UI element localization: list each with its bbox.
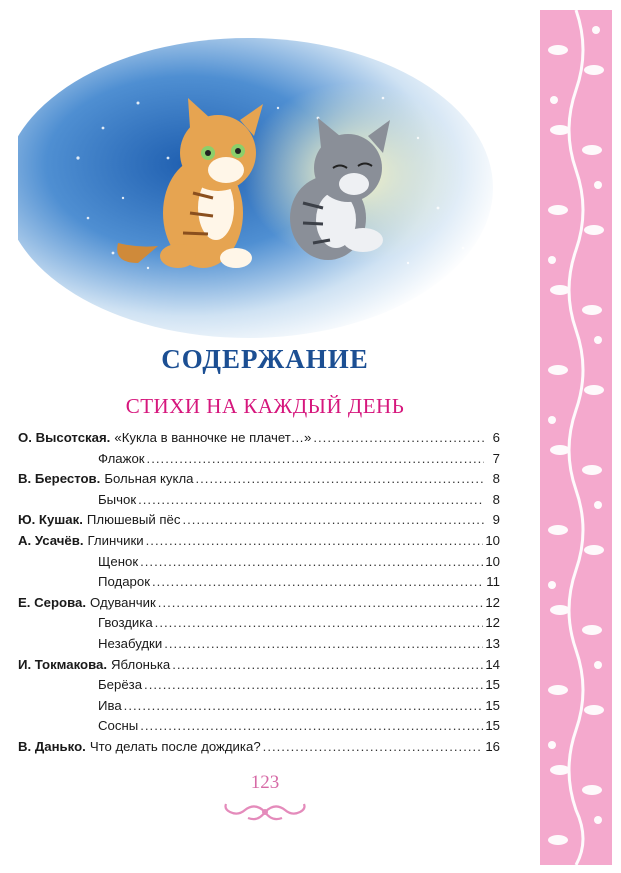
toc-author: А. Усачёв.: [18, 532, 84, 548]
toc-entry[interactable]: [18, 510, 500, 531]
toc-author: Ю. Кушак.: [18, 512, 83, 528]
toc-entry[interactable]: [18, 613, 500, 634]
toc-title: Что делать после дождика?: [89, 738, 261, 754]
toc-entry[interactable]: [18, 696, 500, 717]
toc-entry[interactable]: [18, 655, 500, 676]
toc-page: 12: [485, 594, 500, 610]
toc-page: 14: [485, 656, 500, 672]
toc-entry[interactable]: [18, 531, 500, 552]
toc-leader: [182, 510, 484, 531]
toc-title: Яблонька: [111, 656, 171, 672]
toc-page: 16: [485, 738, 500, 754]
toc-page: 6: [492, 430, 500, 445]
toc-leader: [195, 469, 484, 490]
toc-entry[interactable]: [18, 593, 500, 614]
toc-page: 12: [485, 615, 500, 631]
toc-leader: [172, 655, 483, 676]
toc-author: О. Высотская.: [18, 430, 111, 445]
toc-page: 7: [492, 450, 500, 466]
toc-leader: [164, 634, 483, 655]
toc-title: Гвоздика: [98, 615, 153, 631]
toc-leader: [263, 737, 484, 758]
toc-title: Флажок: [98, 450, 145, 466]
toc-title: Берёза: [98, 677, 143, 693]
toc-page: 15: [485, 677, 500, 693]
toc-leader: [124, 696, 484, 717]
toc-title: Больная кукла: [104, 471, 194, 487]
toc-leader: [147, 449, 484, 470]
toc-leader: [146, 531, 484, 552]
toc-leader: [140, 552, 483, 573]
toc-page: 8: [492, 491, 500, 507]
toc-page: 11: [486, 574, 500, 590]
page-number: 123: [250, 772, 280, 793]
toc-entry[interactable]: [18, 572, 500, 593]
toc-page: 15: [485, 697, 500, 713]
toc-leader: [138, 490, 484, 511]
toc-entry[interactable]: [18, 737, 500, 758]
toc-entry[interactable]: [18, 490, 500, 511]
toc-author: Е. Серова.: [18, 594, 87, 610]
toc-entry[interactable]: [18, 469, 500, 490]
page-title: СОДЕРЖАНИЕ: [161, 344, 369, 374]
toc-page: 8: [492, 471, 500, 487]
toc-title: Ива: [98, 697, 122, 713]
toc-leader: [313, 428, 484, 449]
floral-border: [540, 10, 612, 865]
toc-title: Одуванчик: [90, 594, 156, 610]
toc-title: Бычок: [98, 491, 137, 507]
toc-title: Подарок: [98, 574, 150, 590]
table-of-contents: [18, 428, 500, 758]
scroll-ornament-icon: [220, 800, 310, 829]
toc-page: 10: [485, 553, 500, 569]
toc-leader: [155, 613, 484, 634]
toc-entry[interactable]: [18, 449, 500, 470]
toc-page: 10: [485, 532, 500, 548]
toc-author: И. Токмакова.: [18, 656, 108, 672]
toc-leader: [144, 675, 483, 696]
toc-page: 9: [492, 512, 500, 528]
toc-title: Незабудки: [98, 635, 163, 651]
toc-entry[interactable]: [18, 716, 500, 737]
toc-page: 15: [485, 718, 500, 734]
toc-title: Щенок: [98, 553, 139, 569]
toc-title: Сосны: [98, 718, 139, 734]
toc-leader: [158, 593, 484, 614]
toc-entry[interactable]: [18, 634, 500, 655]
toc-author: В. Берестов.: [18, 471, 101, 487]
toc-entry[interactable]: [18, 675, 500, 696]
toc-title: «Кукла в ванночке не плачет…»: [114, 430, 312, 445]
toc-page: 13: [485, 635, 500, 651]
kittens-illustration: [18, 8, 518, 343]
toc-title: Плюшевый пёс: [86, 512, 181, 528]
toc-entry[interactable]: [18, 428, 500, 449]
toc-entry[interactable]: [18, 552, 500, 573]
toc-title: Глинчики: [87, 532, 144, 548]
section-title: СТИХИ НА КАЖДЫЙ ДЕНЬ: [125, 394, 405, 418]
toc-author: В. Данько.: [18, 738, 86, 754]
toc-leader: [152, 572, 484, 593]
toc-leader: [140, 716, 483, 737]
